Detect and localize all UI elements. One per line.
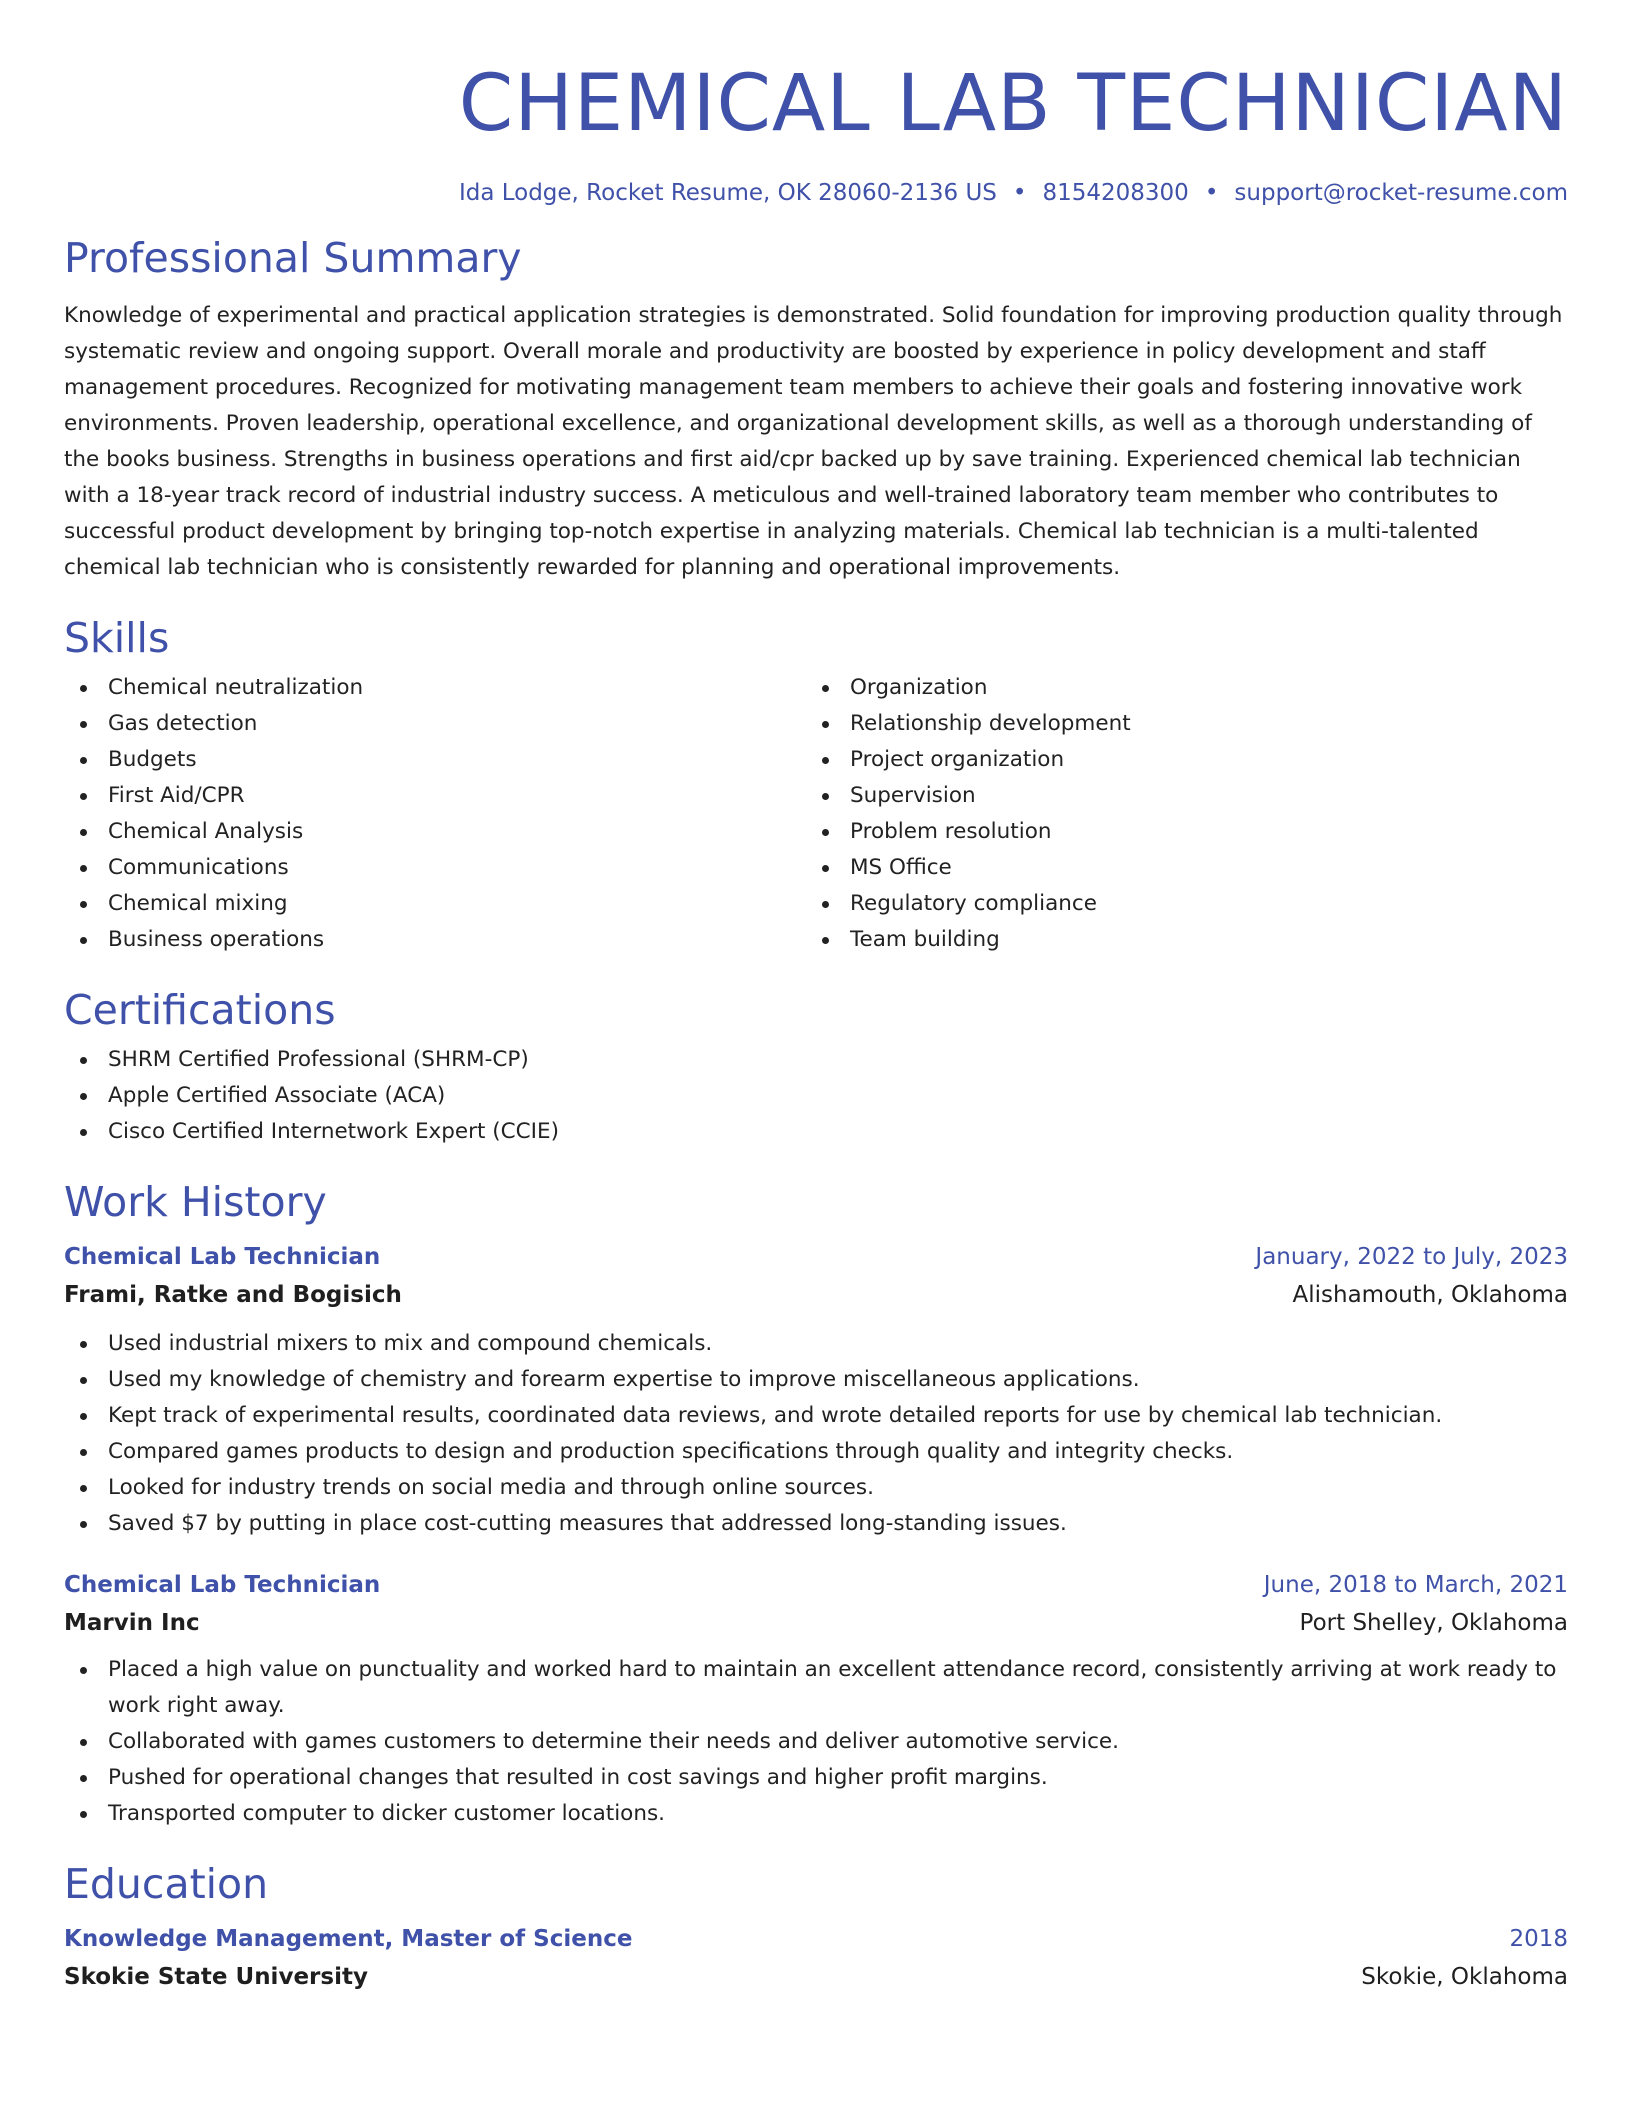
skill-item: Communications xyxy=(64,850,806,886)
job-bullet: Transported computer to dicker customer locations. xyxy=(64,1796,1568,1832)
skill-item: Project organization xyxy=(806,742,1548,778)
education-school-row xyxy=(64,1958,1568,1996)
job-title-row xyxy=(64,1566,1568,1604)
education-heading: Education xyxy=(64,1860,269,1908)
job-bullet: Kept track of experimental results, coordinated data reviews, and wrote detailed reports for use by chemical lab technician. xyxy=(64,1398,1568,1434)
certification-item: SHRM Certified Professional (SHRM-CP) xyxy=(64,1042,1568,1078)
job-title: Chemical Lab Technician xyxy=(64,1244,381,1270)
skill-item: Chemical Analysis xyxy=(64,814,806,850)
work-history-heading: Work History xyxy=(64,1178,327,1226)
job-bullet: Used industrial mixers to mix and compound chemicals. xyxy=(64,1326,1568,1362)
contact-separator: • xyxy=(1204,180,1219,206)
resume-name: CHEMICAL LAB TECHNICIAN xyxy=(458,59,1568,149)
job-bullet: Collaborated with games customers to determine their needs and deliver automotive service. xyxy=(64,1724,1568,1760)
contact-line xyxy=(64,178,1568,208)
job-dates: June, 2018 to March, 2021 xyxy=(1263,1572,1568,1598)
contact-separator: • xyxy=(1012,180,1027,206)
skill-item: Problem resolution xyxy=(806,814,1548,850)
contact-phone: 8154208300 xyxy=(1042,180,1189,206)
certification-item: Cisco Certified Internetwork Expert (CCIE) xyxy=(64,1114,1568,1150)
skill-item: Chemical mixing xyxy=(64,886,806,922)
resume-page xyxy=(64,0,1568,1996)
certifications-section xyxy=(64,984,1568,1150)
certifications-heading: Certifications xyxy=(64,986,336,1034)
education-section xyxy=(64,1858,1568,1996)
work-history-section xyxy=(64,1176,1568,1832)
job-bullet: Placed a high value on punctuality and worked hard to maintain an excellent attendance record, consistently arriving at work ready to work right away. xyxy=(64,1652,1568,1724)
job-location: Port Shelley, Oklahoma xyxy=(1299,1610,1568,1636)
job-bullet: Looked for industry trends on social media and through online sources. xyxy=(64,1470,1568,1506)
skills-grid xyxy=(64,670,1568,958)
job-bullet: Saved $7 by putting in place cost-cutting measures that addressed long-standing issues. xyxy=(64,1506,1568,1542)
job-company-row xyxy=(64,1276,1568,1314)
job-bullet: Pushed for operational changes that resulted in cost savings and higher profit margins. xyxy=(64,1760,1568,1796)
skills-column-right xyxy=(806,670,1548,958)
education-degree: Knowledge Management, Master of Science xyxy=(64,1926,633,1952)
summary-section xyxy=(64,232,1568,586)
education-degree-row xyxy=(64,1920,1568,1958)
job-bullet: Used my knowledge of chemistry and forearm expertise to improve miscellaneous applications. xyxy=(64,1362,1568,1398)
skill-item: Business operations xyxy=(64,922,806,958)
skill-item: Budgets xyxy=(64,742,806,778)
skill-item: Relationship development xyxy=(806,706,1548,742)
skill-item: Chemical neutralization xyxy=(64,670,806,706)
skill-item: Organization xyxy=(806,670,1548,706)
education-entry xyxy=(64,1920,1568,1996)
job-company: Marvin Inc xyxy=(64,1610,200,1636)
summary-heading: Professional Summary xyxy=(64,234,522,282)
skill-item: Team building xyxy=(806,922,1548,958)
job-title-row xyxy=(64,1238,1568,1276)
contact-address: Ida Lodge, Rocket Resume, OK 28060-2136 US xyxy=(458,180,997,206)
skills-column-left xyxy=(64,670,806,958)
summary-text: Knowledge of experimental and practical application strategies is demonstrated. Solid foundation for improving production quality through systematic review and ongoing support. Overall morale and productivity are boosted by experience in policy development and staff management procedures. Recognized for motivating management team members to achieve their goals and fostering innovative work environments. Proven leadership, operational excellence, and organizational development skills, as well as a thorough understanding of the books business. Strengths in business operations and first aid/cpr backed up by save training. Experienced chemical lab technician with a 18-year track record of industrial industry success. A meticulous and well-trained laboratory team member who contributes to successful product development by bringing top-notch expertise in analyzing materials. Chemical lab technician is a multi-talented chemical lab technician who is consistently rewarded for planning and operational improvements. xyxy=(64,303,1563,580)
job-title: Chemical Lab Technician xyxy=(64,1572,381,1598)
skill-item: First Aid/CPR xyxy=(64,778,806,814)
job-location: Alishamouth, Oklahoma xyxy=(1292,1282,1568,1308)
education-school: Skokie State University xyxy=(64,1964,368,1990)
skill-item: Gas detection xyxy=(64,706,806,742)
job-entry xyxy=(64,1566,1568,1832)
job-bullet: Compared games products to design and production specifications through quality and integrity checks. xyxy=(64,1434,1568,1470)
education-year: 2018 xyxy=(1509,1926,1568,1952)
skills-heading: Skills xyxy=(64,614,170,662)
job-company: Frami, Ratke and Bogisich xyxy=(64,1282,402,1308)
job-entry xyxy=(64,1238,1568,1542)
job-dates: January, 2022 to July, 2023 xyxy=(1255,1244,1568,1270)
skill-item: Regulatory compliance xyxy=(806,886,1548,922)
education-location: Skokie, Oklahoma xyxy=(1361,1964,1568,1990)
job-company-row xyxy=(64,1604,1568,1642)
certification-item: Apple Certified Associate (ACA) xyxy=(64,1078,1568,1114)
skill-item: MS Office xyxy=(806,850,1548,886)
contact-email: support@rocket-resume.com xyxy=(1234,180,1568,206)
skills-section xyxy=(64,612,1568,958)
skill-item: Supervision xyxy=(806,778,1548,814)
